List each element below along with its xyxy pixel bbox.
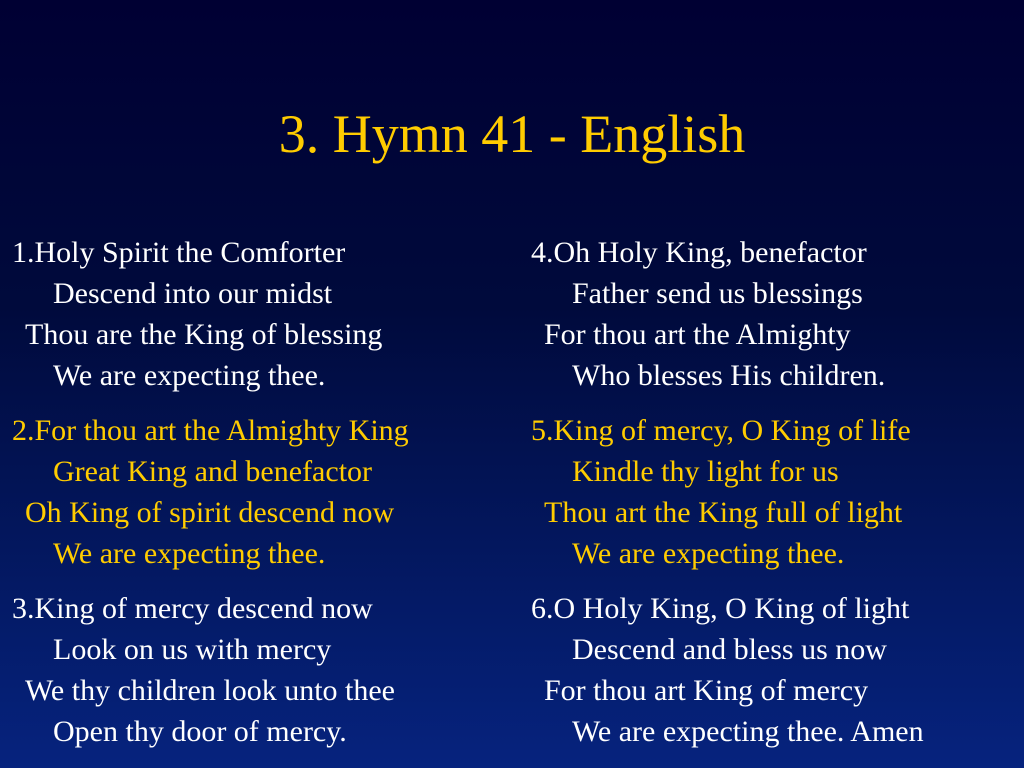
verse-2 <box>12 410 409 574</box>
verse-line: Thou are the King of blessing <box>25 318 383 351</box>
verse-line: Open thy door of mercy. <box>53 715 347 748</box>
verse-3 <box>12 588 409 752</box>
slide-title: 3. Hymn 41 - English <box>278 104 746 164</box>
verse-line: Descend into our midst <box>53 277 333 310</box>
verse-line: 6.O Holy King, O King of light <box>531 592 910 625</box>
verse-line: We are expecting thee. Amen <box>572 715 924 748</box>
verse-line: Descend and bless us now <box>572 633 887 666</box>
verse-line: Kindle thy light for us <box>572 455 839 488</box>
verse-line: For thou art the Almighty <box>544 318 851 351</box>
verse-line: Great King and benefactor <box>53 455 373 488</box>
verse-line: We are expecting thee. <box>53 359 326 392</box>
verse-line: We are expecting thee. <box>53 537 326 570</box>
verses-right-column <box>531 232 924 752</box>
verse-line: Who blesses His children. <box>572 359 886 392</box>
verse-line: We thy children look unto thee <box>25 674 395 707</box>
verse-line: Father send us blessings <box>572 277 863 310</box>
verse-line: 5.King of mercy, O King of life <box>531 414 911 447</box>
verse-line: Look on us with mercy <box>53 633 332 666</box>
verse-4 <box>531 232 924 396</box>
verse-line: Oh King of spirit descend now <box>25 496 395 529</box>
verse-line: 4.Oh Holy King, benefactor <box>531 236 867 269</box>
verse-1 <box>12 232 409 396</box>
verse-line: For thou art King of mercy <box>544 674 869 707</box>
verse-line: We are expecting thee. <box>572 537 845 570</box>
verse-5 <box>531 410 924 574</box>
verse-line: 1.Holy Spirit the Comforter <box>12 236 346 269</box>
verse-6 <box>531 588 924 752</box>
verse-line: Thou art the King full of light <box>544 496 903 529</box>
verse-line: 3.King of mercy descend now <box>12 592 373 625</box>
verses-left-column <box>12 232 409 752</box>
verse-line: 2.For thou art the Almighty King <box>12 414 409 447</box>
